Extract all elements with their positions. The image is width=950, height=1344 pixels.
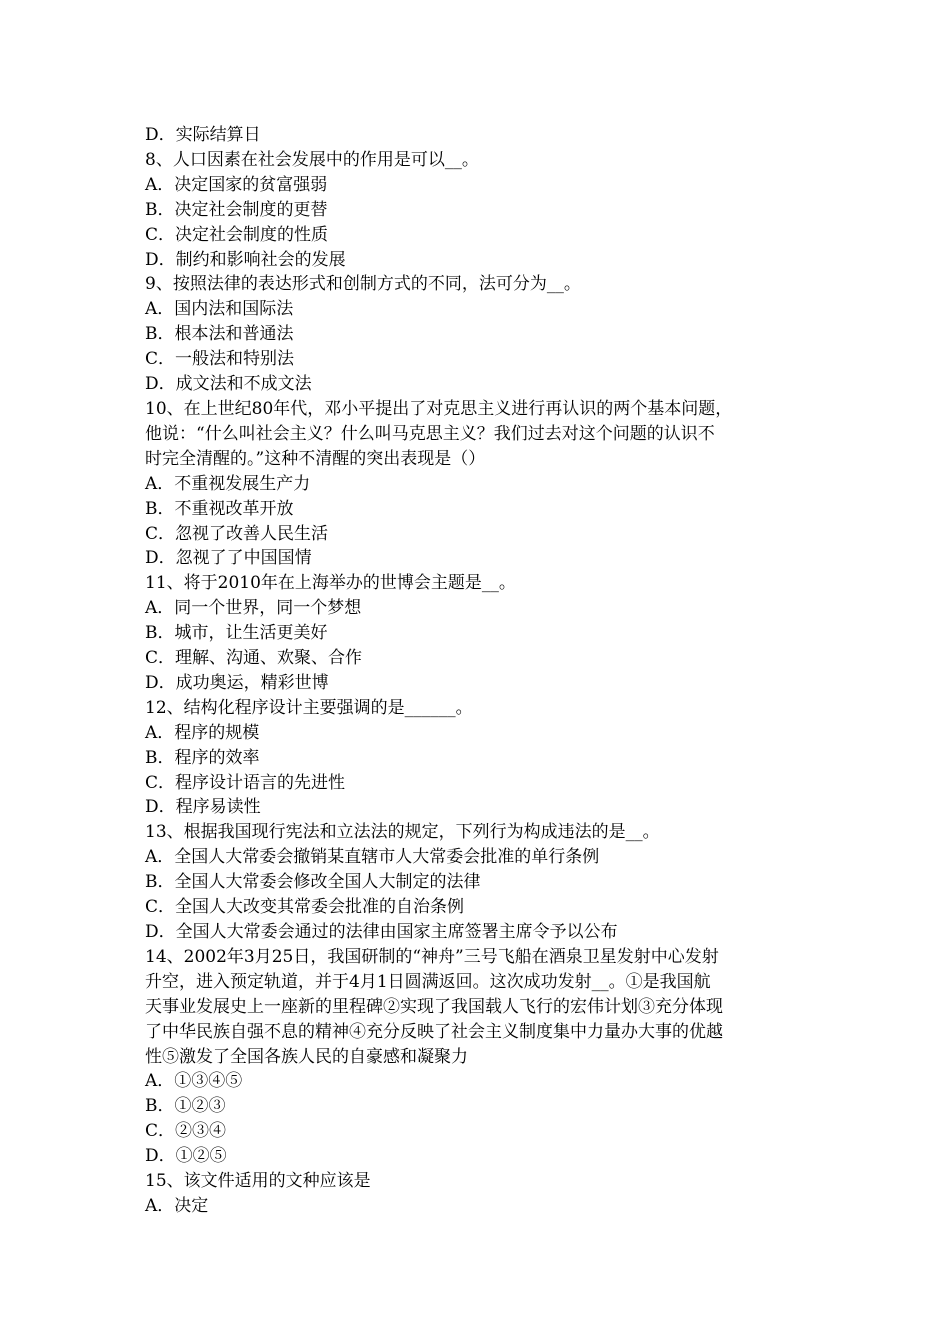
question-line: 8、人口因素在社会发展中的作用是可以__。: [145, 149, 479, 170]
option-line: C．理解、沟通、欢聚、合作: [145, 648, 363, 669]
option-line: C．忽视了改善人民生活: [145, 523, 329, 544]
option-line: C．全国人大改变其常委会批准的自治条例: [145, 897, 465, 918]
option-line: A．国内法和国际法: [145, 299, 294, 320]
option-line: C．决定社会制度的性质: [145, 224, 329, 245]
question-line: 升空，进入预定轨道，并于4月1日圆满返回。这次成功发射__。①是我国航: [145, 971, 711, 992]
option-line: C．一般法和特别法: [145, 349, 295, 370]
option-line: C．程序设计语言的先进性: [145, 772, 346, 793]
option-line: B．程序的效率: [145, 747, 260, 768]
option-line: D．实际结算日: [145, 125, 261, 145]
question-line: 时完全清醒的。”这种不清醒的突出表现是（）: [145, 448, 486, 469]
option-line: B．①②③: [145, 1096, 226, 1117]
question-line: 12、结构化程序设计主要强调的是______。: [145, 697, 473, 718]
question-line: 13、根据我国现行宪法和立法法的规定，下列行为构成违法的是__。: [145, 822, 660, 843]
option-line: D．全国人大常委会通过的法律由国家主席签署主席令予以公布: [145, 922, 618, 942]
option-line: A．①③④⑤: [145, 1071, 243, 1092]
document-page: [145, 123, 810, 1219]
question-line: 11、将于2010年在上海举办的世博会主题是__。: [145, 573, 516, 594]
option-line: D．制约和影响社会的发展: [145, 249, 346, 270]
option-line: A．程序的规模: [145, 722, 260, 743]
option-line: A．不重视发展生产力: [145, 473, 311, 494]
question-line: 9、按照法律的表达形式和创制方式的不同，法可分为__。: [145, 274, 581, 295]
option-line: B．不重视改革开放: [145, 498, 294, 519]
question-line: 天事业发展史上一座新的里程碑②实现了我国载人飞行的宏伟计划③充分体现: [145, 996, 723, 1017]
question-line: 了中华民族自强不息的精神④充分反映了社会主义制度集中力量办大事的优越: [145, 1021, 723, 1042]
option-line: D．程序易读性: [145, 797, 261, 818]
option-line: D．①②⑤: [145, 1146, 227, 1167]
question-line: 性⑤激发了全国各族人民的自豪感和凝聚力: [145, 1046, 468, 1067]
option-line: B．城市，让生活更美好: [145, 623, 328, 644]
option-line: B．决定社会制度的更替: [145, 199, 328, 220]
option-line: B．根本法和普通法: [145, 324, 294, 345]
option-line: A．同一个世界，同一个梦想: [145, 598, 362, 619]
option-line: D．成功奥运，精彩世博: [145, 672, 329, 693]
option-line: A．全国人大常委会撤销某直辖市人大常委会批准的单行条例: [145, 847, 600, 868]
question-line: 15、该文件适用的文种应该是: [145, 1171, 371, 1192]
option-line: D．忽视了了中国国情: [145, 548, 312, 569]
option-line: A．决定国家的贫富强弱: [145, 174, 328, 195]
option-line: C．②③④: [145, 1121, 227, 1142]
question-line: 14、2002年3月25日，我国研制的“神舟”三号飞船在酒泉卫星发射中心发射: [145, 946, 719, 967]
option-line: D．成文法和不成文法: [145, 374, 312, 395]
question-line: 10、在上世纪80年代，邓小平提出了对克思主义进行再认识的两个基本问题，: [145, 398, 733, 419]
question-line: 他说：“什么叫社会主义？什么叫马克思主义？我们过去对这个问题的认识不: [145, 423, 715, 444]
option-line: B．全国人大常委会修改全国人大制定的法律: [145, 872, 481, 893]
option-line: A．决定: [145, 1195, 209, 1216]
